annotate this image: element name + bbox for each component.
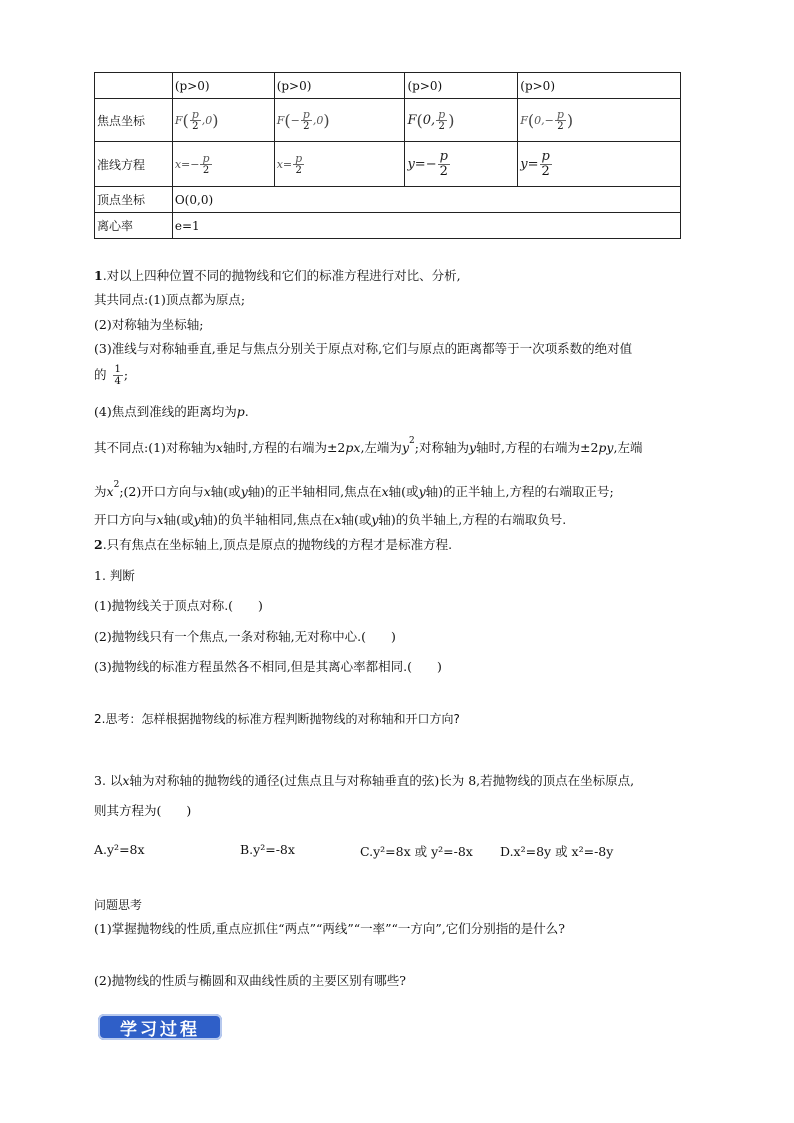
paragraph-common-1: 其共同点:(1)顶点都为原点; xyxy=(94,292,246,307)
judge-title: 1. 判断 xyxy=(94,568,135,583)
option-d: D.x²=8y 或 x²=-8y xyxy=(500,844,614,859)
paragraph-common-4: (4)焦点到准线的距离均为p. xyxy=(94,404,249,419)
table-row xyxy=(95,187,681,213)
directrix-cell: x=− $\frac{p}{2}$ xyxy=(172,142,274,187)
paragraph-difference-3: 开口方向与x轴(或y轴)的负半轴相同,焦点在x轴(或y轴)的负半轴上,方程的右端取负号. xyxy=(94,512,567,527)
paragraph-comparison: 1.对以上四种位置不同的抛物线和它们的标准方程进行对比、分析, xyxy=(94,268,461,283)
condition-cell: (p>0) xyxy=(274,73,405,99)
paragraph-common-2: (2)对称轴为坐标轴; xyxy=(94,317,204,332)
question-item-2: (2)抛物线的性质与椭圆和双曲线性质的主要区别有哪些? xyxy=(94,973,406,988)
table-cell-empty xyxy=(95,73,173,99)
think-question: 2.思考：怎样根据抛物线的标准方程判断抛物线的对称轴和开口方向? xyxy=(94,712,460,726)
option-b: B.y²=-8x xyxy=(240,842,295,857)
paragraph-standard-form: 2.只有焦点在坐标轴上,顶点是原点的抛物线的方程才是标准方程. xyxy=(94,537,453,552)
parabola-properties-table xyxy=(94,72,681,239)
row-label-focus: 焦点坐标 xyxy=(95,99,173,142)
option-a: A.y²=8x xyxy=(94,842,145,857)
condition-cell: (p>0) xyxy=(172,73,274,99)
directrix-cell: y=− $\frac{p}{2}$ xyxy=(405,142,518,187)
paragraph-difference-1: 其不同点:(1)对称轴为x轴时,方程的右端为±2px,左端为$y^2$;对称轴为y轴时,方程的右端为±2py,左端 xyxy=(94,435,643,455)
question-3: 3. 以x轴为对称轴的抛物线的通径(过焦点且与对称轴垂直的弦)长为 8,若抛物线的顶点在坐标原点, xyxy=(94,773,635,788)
vertex-value: O(0,0) xyxy=(172,187,680,213)
question-item-1: (1)掌握抛物线的性质,重点应抓住“两点”“两线”“一率”“一方向”,它们分别指的是什么? xyxy=(94,921,565,936)
paragraph-common-3-cont: 的 $\frac{1}{4}$ ; xyxy=(94,364,129,387)
option-c: C.y²=8x 或 y²=-8x xyxy=(360,844,473,859)
focus-cell: F(0,− $\frac{p}{2}$ ) xyxy=(518,99,681,142)
table-row xyxy=(95,213,681,239)
judge-item-2: (2)抛物线只有一个焦点,一条对称轴,无对称中心.( ) xyxy=(94,629,396,644)
table-row xyxy=(95,73,681,99)
row-label-directrix: 准线方程 xyxy=(95,142,173,187)
learning-process-banner: 学习过程 xyxy=(98,1014,222,1040)
judge-item-1: (1)抛物线关于顶点对称.( ) xyxy=(94,598,263,613)
focus-cell: F(0, $\frac{p}{2}$ ) xyxy=(405,99,518,142)
directrix-cell: x= $\frac{p}{2}$ xyxy=(274,142,405,187)
question-3-cont: 则其方程为( ) xyxy=(94,803,192,818)
row-label-vertex: 顶点坐标 xyxy=(95,187,173,213)
judge-item-3: (3)抛物线的标准方程虽然各不相同,但是其离心率都相同.( ) xyxy=(94,659,442,674)
directrix-cell: y= $\frac{p}{2}$ xyxy=(518,142,681,187)
table-row xyxy=(95,142,681,187)
question-section-title: 问题思考 xyxy=(94,898,143,912)
condition-cell: (p>0) xyxy=(405,73,518,99)
condition-cell: (p>0) xyxy=(518,73,681,99)
focus-cell: F(− $\frac{p}{2}$ ,0) xyxy=(274,99,405,142)
eccentricity-value: e=1 xyxy=(172,213,680,239)
paragraph-common-3: (3)准线与对称轴垂直,垂足与焦点分别关于原点对称,它们与原点的距离都等于一次项系数的绝对值 xyxy=(94,341,633,356)
row-label-eccentricity: 离心率 xyxy=(95,213,173,239)
focus-cell: F( $\frac{p}{2}$ ,0) xyxy=(172,99,274,142)
paragraph-difference-2: 为$x^2;(2)$开口方向与x轴(或y轴)的正半轴相同,焦点在x轴(或y轴)的正半轴上,方程的右端取正号; xyxy=(94,479,614,499)
table-row xyxy=(95,99,681,142)
